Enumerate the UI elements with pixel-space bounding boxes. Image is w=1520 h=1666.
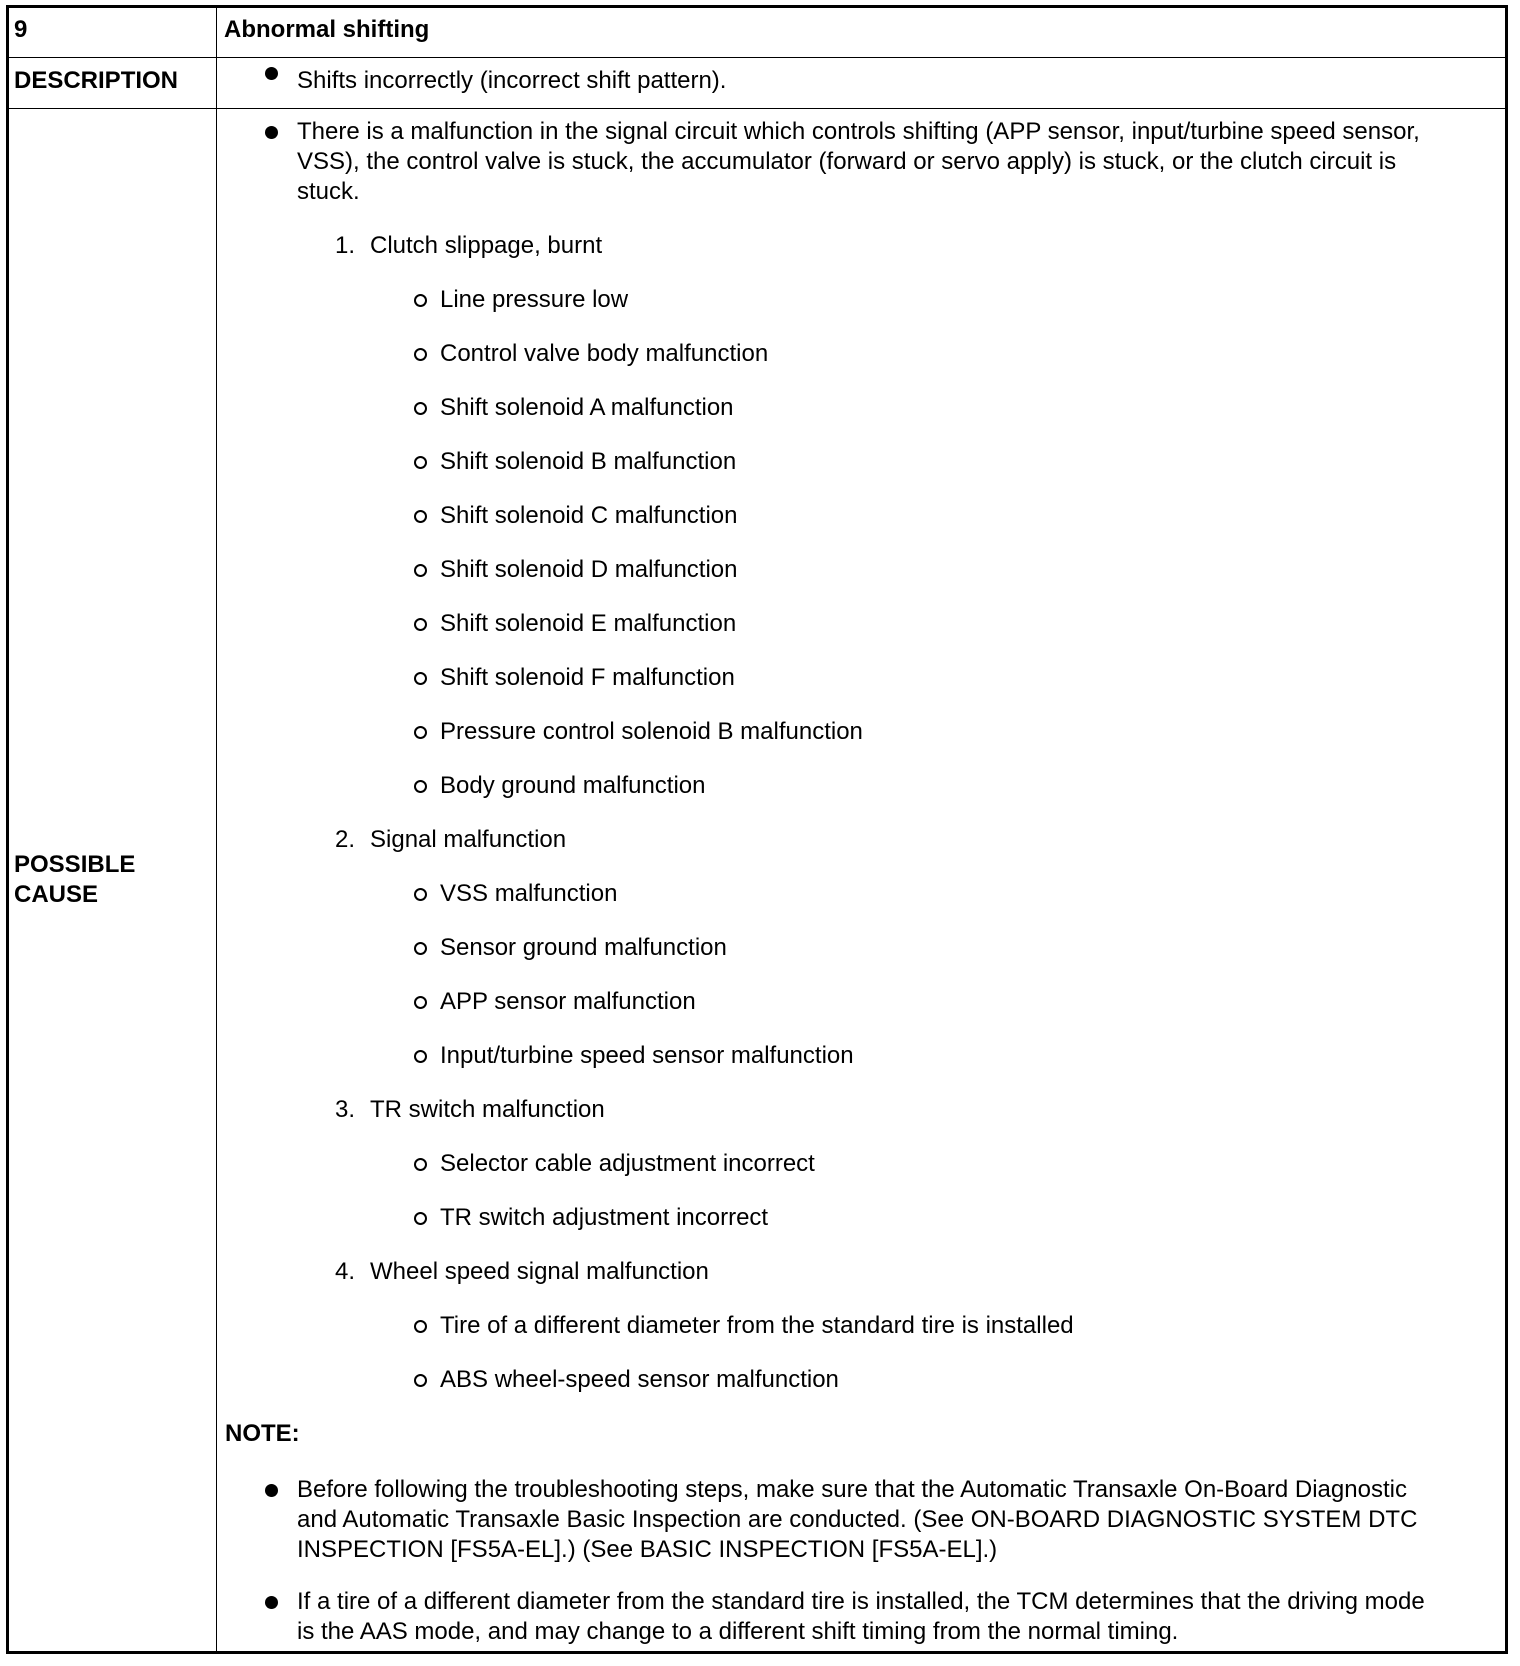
circle-bullet-icon xyxy=(414,294,427,307)
sub-item-text: Body ground malfunction xyxy=(440,772,706,799)
sub-item-text: Shift solenoid D malfunction xyxy=(440,556,738,583)
note-line: INSPECTION [FS5A-EL].) (See BASIC INSPECTION [FS5A-EL].) xyxy=(297,1536,998,1563)
cause-sub-item xyxy=(217,339,1505,369)
cause-sub-item xyxy=(217,1365,1505,1395)
cause-sub-item xyxy=(217,987,1505,1017)
circle-bullet-icon xyxy=(414,726,427,739)
sub-item-text: Sensor ground malfunction xyxy=(440,934,727,961)
cause-sub-item xyxy=(217,501,1505,531)
circle-bullet-icon xyxy=(414,618,427,631)
cause-intro-line: VSS), the control valve is stuck, the accumulator (forward or servo apply) is stuck, or the clutch circuit is xyxy=(297,148,1397,175)
bullet-icon xyxy=(265,67,278,80)
sub-item-text: ABS wheel-speed sensor malfunction xyxy=(440,1366,839,1393)
possible-cause-label xyxy=(8,109,217,1653)
circle-bullet-icon xyxy=(414,996,427,1009)
cause-sub-item xyxy=(217,1041,1505,1071)
circle-bullet-icon xyxy=(414,1158,427,1171)
note-line: is the AAS mode, and may change to a different shift timing from the normal timing. xyxy=(297,1618,1179,1645)
cause-sub-item xyxy=(217,663,1505,693)
sub-item-text: Control valve body malfunction xyxy=(440,340,769,367)
troubleshooting-table xyxy=(6,5,1508,1654)
circle-bullet-icon xyxy=(414,456,427,469)
sub-item-text: Selector cable adjustment incorrect xyxy=(440,1150,815,1177)
sub-item-text: Tire of a different diameter from the standard tire is installed xyxy=(440,1312,1074,1339)
step-number: 2. xyxy=(335,826,356,853)
bullet-icon xyxy=(265,126,278,139)
header-row xyxy=(8,7,1507,58)
cause-sub-item xyxy=(217,285,1505,315)
note-line: If a tire of a different diameter from the standard tire is installed, the TCM determines that the driving mode xyxy=(297,1588,1425,1615)
circle-bullet-icon xyxy=(414,402,427,415)
item-number: 9 xyxy=(8,7,217,58)
cause-sub-item xyxy=(217,771,1505,801)
cause-sub-item xyxy=(217,717,1505,747)
sub-item-text: Shift solenoid A malfunction xyxy=(440,394,734,421)
sub-item-text: Pressure control solenoid B malfunction xyxy=(440,718,863,745)
possible-cause-content xyxy=(217,109,1505,1651)
note-bullet xyxy=(217,1475,1505,1565)
note-title: NOTE: xyxy=(225,1420,300,1447)
cause-sub-item xyxy=(217,393,1505,423)
possible-cause-label-line2: CAUSE xyxy=(14,881,99,908)
cause-sub-item xyxy=(217,1149,1505,1179)
cause-sub-item xyxy=(217,555,1505,585)
sub-item-text: Shift solenoid B malfunction xyxy=(440,448,737,475)
sub-item-text: TR switch adjustment incorrect xyxy=(440,1204,769,1231)
cause-intro-line: There is a malfunction in the signal circuit which controls shifting (APP sensor, input/turbine speed sensor, xyxy=(297,118,1420,145)
step-number: 3. xyxy=(335,1096,356,1123)
bullet-icon xyxy=(265,1484,278,1497)
bullet-icon xyxy=(265,1596,278,1609)
item-title: Abnormal shifting xyxy=(217,7,1507,58)
step-label: TR switch malfunction xyxy=(370,1096,605,1123)
circle-bullet-icon xyxy=(414,564,427,577)
circle-bullet-icon xyxy=(414,1050,427,1063)
cause-intro-line: stuck. xyxy=(297,178,360,205)
circle-bullet-icon xyxy=(414,1212,427,1225)
description-text: Shifts incorrectly (incorrect shift pattern). xyxy=(297,67,727,94)
sub-item-text: Input/turbine speed sensor malfunction xyxy=(440,1042,854,1069)
cause-sub-item xyxy=(217,879,1505,909)
description-row xyxy=(8,58,1507,109)
sub-item-text: Shift solenoid E malfunction xyxy=(440,610,737,637)
circle-bullet-icon xyxy=(414,780,427,793)
circle-bullet-icon xyxy=(414,1374,427,1387)
step-number: 4. xyxy=(335,1258,356,1285)
cause-sub-item xyxy=(217,1311,1505,1341)
cause-sub-item xyxy=(217,609,1505,639)
note-line: Before following the troubleshooting steps, make sure that the Automatic Transaxle On-Board Diagnostic xyxy=(297,1476,1407,1503)
possible-cause-row xyxy=(8,109,1507,1653)
cause-intro-bullet xyxy=(217,113,1505,207)
cause-step xyxy=(217,825,1505,855)
sub-item-text: APP sensor malfunction xyxy=(440,988,696,1015)
cause-sub-item xyxy=(217,447,1505,477)
description-cell xyxy=(217,58,1507,109)
step-label: Signal malfunction xyxy=(370,826,567,853)
possible-cause-label-line1: POSSIBLE xyxy=(14,851,136,878)
sub-item-text: VSS malfunction xyxy=(440,880,618,907)
circle-bullet-icon xyxy=(414,510,427,523)
description-bullet xyxy=(217,58,1505,96)
cause-sub-item xyxy=(217,1203,1505,1233)
circle-bullet-icon xyxy=(414,672,427,685)
sub-item-text: Line pressure low xyxy=(440,286,629,313)
circle-bullet-icon xyxy=(414,348,427,361)
step-label: Clutch slippage, burnt xyxy=(370,232,603,259)
note-bullet xyxy=(217,1587,1505,1647)
circle-bullet-icon xyxy=(414,888,427,901)
cause-step xyxy=(217,1257,1505,1287)
circle-bullet-icon xyxy=(414,942,427,955)
cause-step xyxy=(217,1095,1505,1125)
step-number: 1. xyxy=(335,232,356,259)
cause-sub-item xyxy=(217,933,1505,963)
step-label: Wheel speed signal malfunction xyxy=(370,1258,709,1285)
note-line: and Automatic Transaxle Basic Inspection are conducted. (See ON-BOARD DIAGNOSTIC SYSTEM DTC xyxy=(297,1506,1418,1533)
sub-item-text: Shift solenoid F malfunction xyxy=(440,664,735,691)
cause-step xyxy=(217,231,1505,261)
sub-item-text: Shift solenoid C malfunction xyxy=(440,502,738,529)
description-label: DESCRIPTION xyxy=(8,58,217,109)
circle-bullet-icon xyxy=(414,1320,427,1333)
possible-cause-cell xyxy=(217,109,1507,1653)
